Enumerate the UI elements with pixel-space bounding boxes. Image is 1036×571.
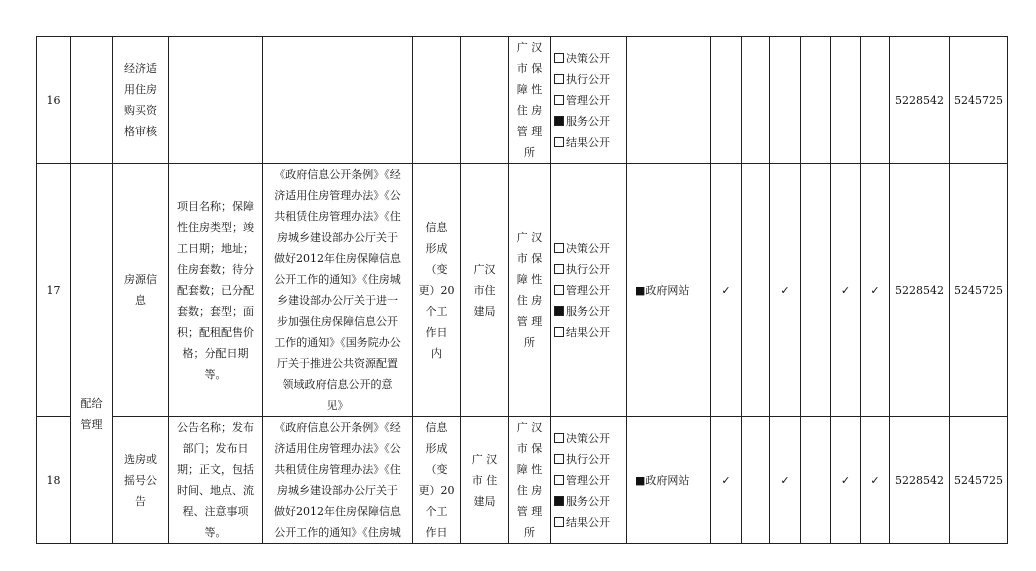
disclosure-option [554, 301, 623, 322]
disclosure-option [554, 111, 623, 132]
disclosure-option [554, 491, 623, 512]
disclosure-option [554, 280, 623, 301]
table-row [37, 37, 1008, 164]
period-cell: 信息 形成 （变 更）20 个工 作日 内 [413, 164, 461, 417]
disclosure-option [554, 322, 623, 343]
disclosure-option [554, 512, 623, 533]
basis-cell [263, 37, 413, 164]
agency-cell: 广 汉 市 保 障 性 住 房 管 理 所 [509, 164, 551, 417]
basis-cell: 《政府信息公开条例》《经 济适用住房管理办法》《公 共租赁住房管理办法》《住 房城乡建设部办公厅关于 做好2012年住房保障信息 公开工作的通知》《住房城 乡建设部办公厅关于进一 步加强住房保障信息公开 工作的通知》《国务院办公 厅关于推进公共资源配置 领域政府信息公开的意 见》 [263, 164, 413, 417]
disclosure-options-cell [551, 37, 627, 164]
check-mark-cell [742, 164, 770, 417]
row-number: 16 [37, 37, 71, 164]
disclosure-option-label: 管理公开 [566, 93, 610, 107]
phone-1-cell: 5228542 [890, 164, 950, 417]
checkbox-icon [554, 95, 564, 105]
check-mark-cell: ✓ [711, 417, 742, 544]
checkbox-icon [554, 243, 564, 253]
category-cell: 配给 管理 [71, 164, 113, 544]
disclosure-option-label: 结果公开 [566, 325, 610, 339]
checkbox-icon [554, 285, 564, 295]
check-mark-cell [861, 37, 890, 164]
disclosure-option-label: 执行公开 [566, 262, 610, 276]
check-mark-cell [742, 37, 770, 164]
disclosure-options-cell [551, 164, 627, 417]
row-number: 18 [37, 417, 71, 544]
disclosure-option [554, 132, 623, 153]
table-row [37, 417, 1008, 544]
content-cell: 公告名称；发布 部门；发布日 期；正文，包括 时间、地点、流 程、注意事项 等。 [169, 417, 263, 544]
subject-cell [461, 37, 509, 164]
disclosure-option-label: 服务公开 [566, 304, 610, 318]
category-cell [71, 37, 113, 164]
check-mark-cell [831, 37, 861, 164]
disclosure-option [554, 48, 623, 69]
checkbox-icon [554, 454, 564, 464]
checkbox-icon [554, 53, 564, 63]
phone-2-cell: 5245725 [950, 164, 1008, 417]
check-mark-cell: ✓ [770, 417, 801, 544]
period-cell [413, 37, 461, 164]
check-mark-cell: ✓ [711, 164, 742, 417]
period-cell: 信息 形成 （变 更）20 个工 作日 [413, 417, 461, 544]
disclosure-table [36, 36, 1008, 544]
check-mark-cell: ✓ [861, 417, 890, 544]
disclosure-option [554, 470, 623, 491]
checkbox-icon [554, 433, 564, 443]
phone-1-cell: 5228542 [890, 37, 950, 164]
disclosure-option-label: 管理公开 [566, 473, 610, 487]
checkbox-icon [554, 517, 564, 527]
check-mark-cell [801, 164, 831, 417]
check-mark-cell [801, 417, 831, 544]
check-mark-cell [801, 37, 831, 164]
content-cell: 项目名称；保障 性住房类型；竣 工日期；地址； 住房套数；待分 配套数；已分配 套数；套型；面 积；配租配售价 格；分配日期 等。 [169, 164, 263, 417]
disclosure-option [554, 259, 623, 280]
checkbox-icon [554, 137, 564, 147]
disclosure-option-label: 执行公开 [566, 72, 610, 86]
agency-cell: 广 汉 市 保 障 性 住 房 管 理 所 [509, 417, 551, 544]
check-mark-cell: ✓ [831, 417, 861, 544]
channel-cell: ■政府网站 [627, 164, 711, 417]
checkbox-icon [554, 264, 564, 274]
subject-cell: 广 汉 市 住 建局 [461, 417, 509, 544]
disclosure-option-label: 决策公开 [566, 241, 610, 255]
disclosure-option-label: 服务公开 [566, 114, 610, 128]
content-cell [169, 37, 263, 164]
phone-2-cell: 5245725 [950, 417, 1008, 544]
check-mark-cell: ✓ [831, 164, 861, 417]
checked-box-icon [554, 306, 564, 316]
phone-1-cell: 5228542 [890, 417, 950, 544]
checkbox-icon [554, 327, 564, 337]
disclosure-option [554, 69, 623, 90]
disclosure-option-label: 结果公开 [566, 135, 610, 149]
disclosure-option-label: 管理公开 [566, 283, 610, 297]
disclosure-option-label: 服务公开 [566, 494, 610, 508]
channel-cell [627, 37, 711, 164]
agency-cell: 广 汉 市 保 障 性 住 房 管 理 所 [509, 37, 551, 164]
channel-cell: ■政府网站 [627, 417, 711, 544]
item-name-cell: 经济适 用住房 购买资 格审核 [113, 37, 169, 164]
disclosure-option [554, 428, 623, 449]
disclosure-option-label: 结果公开 [566, 515, 610, 529]
check-mark-cell [711, 37, 742, 164]
table-row [37, 164, 1008, 417]
check-mark-cell [770, 37, 801, 164]
row-number: 17 [37, 164, 71, 417]
disclosure-option-label: 决策公开 [566, 431, 610, 445]
check-mark-cell [742, 417, 770, 544]
disclosure-option [554, 90, 623, 111]
checked-box-icon [554, 496, 564, 506]
subject-cell: 广汉 市住 建局 [461, 164, 509, 417]
item-name-cell: 房源信 息 [113, 164, 169, 417]
check-mark-cell: ✓ [861, 164, 890, 417]
disclosure-option-label: 决策公开 [566, 51, 610, 65]
disclosure-option-label: 执行公开 [566, 452, 610, 466]
basis-cell: 《政府信息公开条例》《经 济适用住房管理办法》《公 共租赁住房管理办法》《住 房城乡建设部办公厅关于 做好2012年住房保障信息 公开工作的通知》《住房城 [263, 417, 413, 544]
disclosure-option [554, 449, 623, 470]
item-name-cell: 选房或 摇号公 告 [113, 417, 169, 544]
checkbox-icon [554, 74, 564, 84]
checked-box-icon [554, 116, 564, 126]
disclosure-options-cell [551, 417, 627, 544]
check-mark-cell: ✓ [770, 164, 801, 417]
phone-2-cell: 5245725 [950, 37, 1008, 164]
disclosure-option [554, 238, 623, 259]
checkbox-icon [554, 475, 564, 485]
